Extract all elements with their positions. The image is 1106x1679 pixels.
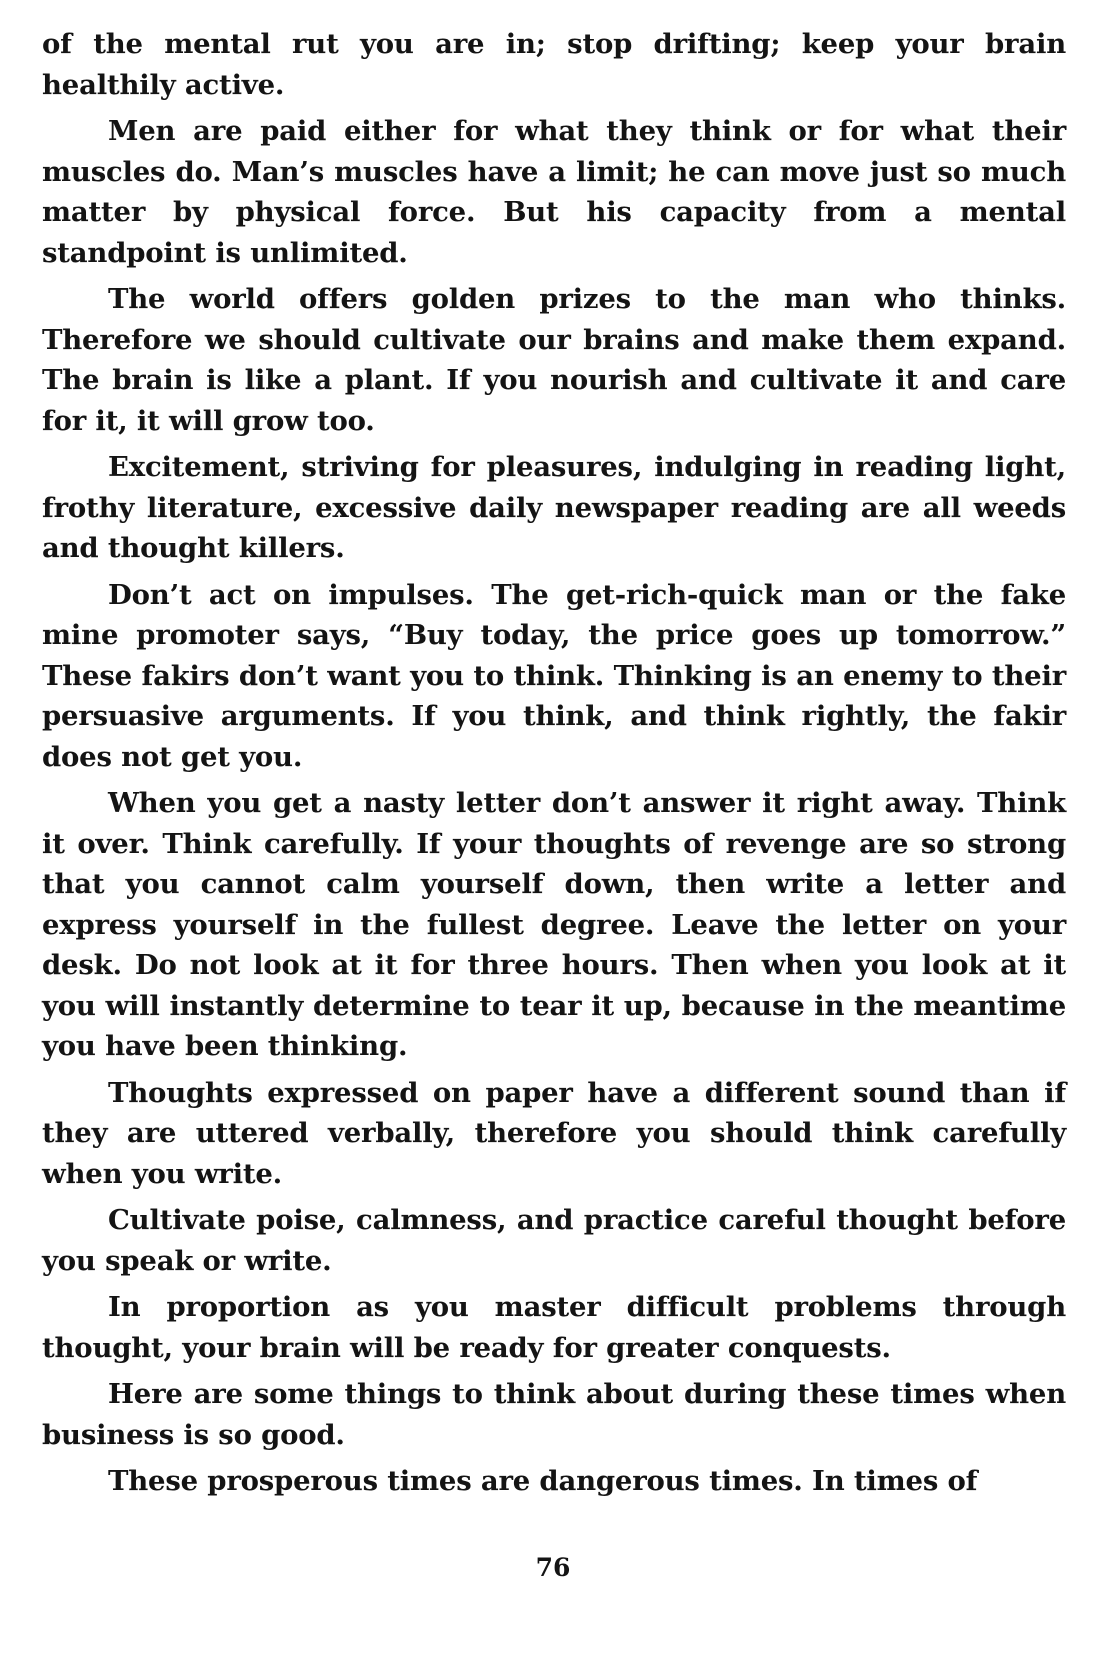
- paragraph-excitement: Excitement, striving for pleasures, indulging in reading light, frothy literature, excessive daily newspaper reading are all weeds and thought killers.: [42, 451, 1066, 564]
- paragraph-difficult-problems: In proportion as you master difficult problems through thought, your brain will be ready for greater conquests.: [42, 1291, 1066, 1364]
- paragraph-golden-prizes: The world offers golden prizes to the man who thinks. Therefore we should cultivate our brains and make them expand. The brain is like a plant. If you nourish and cultivate it and care for it, it will grow too.: [42, 283, 1066, 437]
- paragraph-mental-rut: of the mental rut you are in; stop drifting; keep your brain healthily active.: [42, 28, 1066, 101]
- body-text: [42, 24, 1066, 1508]
- paragraph-thoughts-on-paper: Thoughts expressed on paper have a different sound than if they are uttered verbally, therefore you should think carefully when you write.: [42, 1076, 1066, 1190]
- paragraph-cultivate-poise: Cultivate poise, calmness, and practice careful thought before you speak or write.: [42, 1204, 1066, 1277]
- page-number: 76: [535, 1553, 571, 1582]
- paragraph-men-are-paid: Men are paid either for what they think or for what their muscles do. Man’s muscles have a limit; he can move just so much matter by physical force. But his capacity from a mental standpoint is unlimited.: [42, 115, 1066, 269]
- paragraph-business-good: Here are some things to think about during these times when business is so good.: [42, 1378, 1066, 1451]
- paragraph-prosperous-times: These prosperous times are dangerous times. In times of: [108, 1465, 978, 1497]
- paragraph-impulses: Don’t act on impulses. The get-rich-quick man or the fake mine promoter says, “Buy today, the price goes up tomorrow.” These fakirs don’t want you to think. Thinking is an enemy to their persuasive arguments. If you think, and think rightly, the fakir does not get you.: [42, 578, 1066, 773]
- paragraph-nasty-letter: When you get a nasty letter don’t answer it right away. Think it over. Think carefully. If your thoughts of revenge are so strong that you cannot calm yourself down, then write a letter and express yourself in the fullest degree. Leave the letter on your desk. Do not look at it for three hours. Then when you look at it you will instantly determine to tear it up, because in the meantime you have been thinking.: [42, 787, 1066, 1062]
